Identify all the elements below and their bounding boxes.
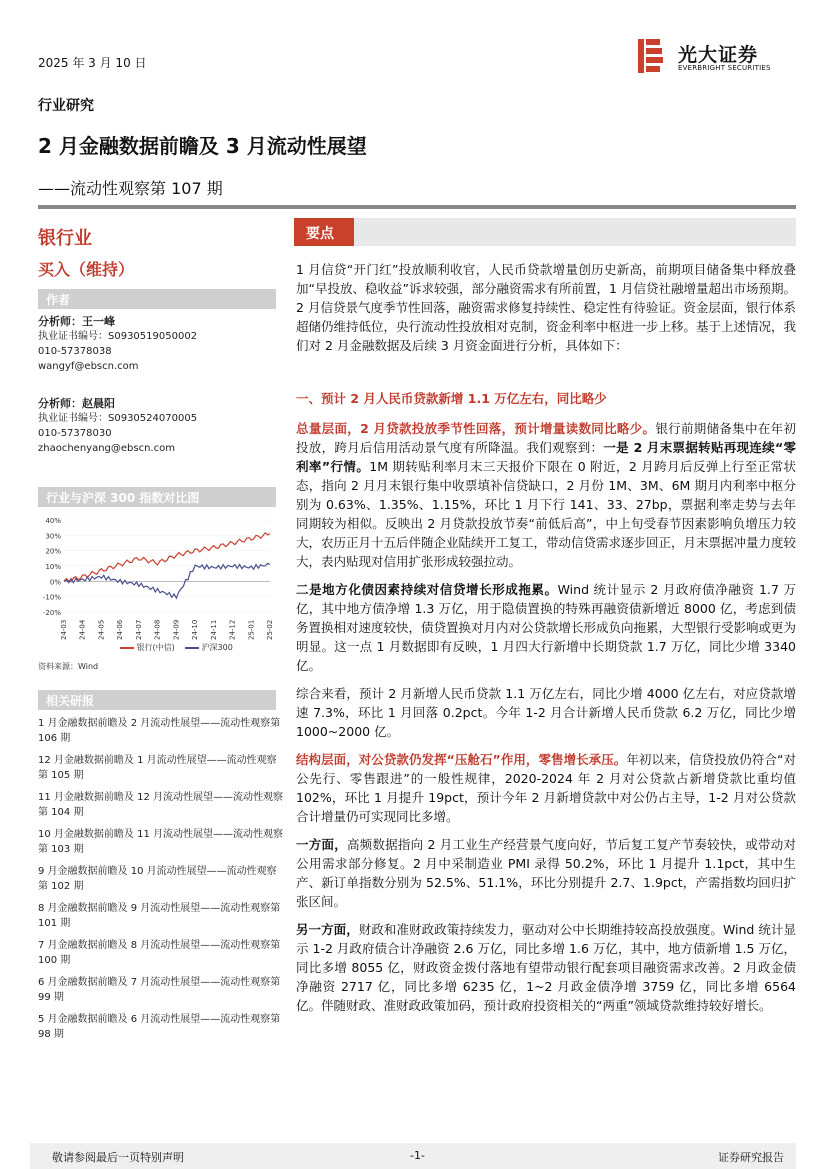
related-heading-bar — [38, 690, 276, 710]
y-tick-label: 0% — [49, 578, 61, 587]
x-tick-label: 24-07 — [134, 619, 143, 640]
key-points-tab — [294, 218, 354, 246]
key-points-heading: 要点 — [306, 226, 334, 242]
related-reports-list — [38, 716, 284, 1049]
body-text: 年初以来，信贷投放仍符合“对公先行、零售跟进”的一般性规律，2020-2024 年 2 月对公贷款占新增贷款比重均值 102%，环比 1 月提升 19pct，预计今年 2 月新增贷款中对公仍占主导，1-2 月对公贷款合计增量仍可实现同比多增。 — [296, 752, 796, 824]
analyst-block — [38, 314, 197, 374]
report-title: 2 月金融数据前瞻及 3 月流动性展望 — [38, 134, 367, 158]
paragraph-one-side — [296, 835, 796, 911]
related-report-link[interactable]: 8 月金融数据前瞻及 9 月流动性展望——流动性观察第 101 期 — [38, 903, 281, 929]
body-text: 财政和准财政政策持续发力，驱动对公中长期维持较高投放强度。Wind 统计显示 1-2 月政府债合计净融资 2.6 万亿，同比多增 1.6 万亿，其中，地方债新增 1.5 万亿，同比多增 8055 亿，财政资金拨付落地有望带动银行配套项目融资需求改善。2 月政金债净融资 2717 亿，同比多增 6235 亿，1~2 月政金债净增 3759 亿，同比多增 6564 亿。伴随财政、准财政政策加码，预计政府投资相关的“两重”领域贷款维持较好增长。 — [296, 922, 796, 1013]
lead-text: 二是地方化债因素持续对信贷增长形成拖累。 — [296, 582, 558, 597]
chart-legend — [120, 642, 233, 653]
lead-text: 总量层面，2 月贷款投放季节性回落，预计增量读数同比略少。 — [296, 421, 656, 436]
y-tick-label: 20% — [45, 547, 61, 556]
investment-rating: 买入（维持） — [38, 260, 135, 279]
x-tick-label: 24-06 — [116, 619, 125, 640]
related-report-link[interactable]: 5 月金融数据前瞻及 6 月流动性展望——流动性观察第 98 期 — [38, 1014, 281, 1040]
analyst-license: 执业证书编号：S0930524070005 — [38, 413, 198, 424]
x-tick-label: 24-05 — [97, 619, 106, 640]
related-report-link[interactable]: 1 月金融数据前瞻及 2 月流动性展望——流动性观察第 106 期 — [38, 718, 281, 744]
legend-label-bank: 银行(中信) — [136, 643, 175, 652]
report-category: 行业研究 — [38, 98, 94, 114]
related-report-link[interactable]: 7 月金融数据前瞻及 8 月流动性展望——流动性观察第 100 期 — [38, 940, 281, 966]
paragraph-summary: 综合来看，预计 2 月新增人民币贷款 1.1 万亿左右，同比少增 4000 亿左右，对应贷款增速 7.3%，环比 1 月回落 0.2pct。今年 1-2 月合计新增人民币贷款 6.2 万亿，同比少增 1000~2000 亿。 — [296, 686, 796, 739]
key-points-bar — [294, 218, 796, 246]
x-tick-label: 24-08 — [153, 619, 162, 640]
chart-source: 资料来源：Wind — [38, 662, 99, 671]
legend-swatch-bank — [120, 647, 134, 649]
logo-text-en: EVERBRIGHT SECURITIES — [678, 64, 771, 72]
related-report-link[interactable]: 6 月金融数据前瞻及 7 月流动性展望——流动性观察第 99 期 — [38, 977, 281, 1003]
lead-text: 结构层面，对公贷款仍发挥“压舱石”作用，零售增长承压。 — [296, 752, 627, 767]
body-text: 高频数据指向 2 月工业生产经营景气度向好，节后复工复产节奏较快，或带动对公用需求部分修复。2 月中采制造业 PMI 录得 50.2%，环比 1 月提升 1.1pct，其中生产、新订单指数分别为 52.5%、51.1%，环比分别提升 2.7、1.9pct，产需指数均回归扩张区间。 — [296, 837, 796, 909]
y-tick-label: -20% — [42, 609, 61, 617]
y-tick-label: 30% — [45, 532, 61, 541]
page-footer — [30, 1143, 796, 1169]
everbright-logo-icon — [636, 38, 666, 74]
related-report-link[interactable]: 12 月金融数据前瞻及 1 月流动性展望——流动性观察第 105 期 — [38, 755, 277, 781]
performance-chart — [38, 512, 276, 660]
x-tick-label: 24-11 — [209, 619, 218, 640]
industry-name: 银行业 — [38, 228, 92, 249]
analyst-email[interactable]: wangyf@ebscn.com — [38, 361, 139, 372]
report-date: 2025 年 3 月 10 日 — [38, 56, 147, 70]
analyst-name: 分析师：王一峰 — [38, 315, 115, 328]
page-number: -1- — [410, 1149, 425, 1162]
y-tick-label: 40% — [45, 517, 61, 525]
paragraph-debt — [296, 580, 796, 675]
series-line — [64, 563, 270, 598]
analyst-email[interactable]: zhaochenyang@ebscn.com — [38, 443, 175, 454]
legend-swatch-index — [185, 647, 199, 649]
related-report-link[interactable]: 9 月金融数据前瞻及 10 月流动性展望——流动性观察第 102 期 — [38, 866, 277, 892]
logo-text-cn: 光大证券 — [678, 44, 759, 66]
author-heading-bar — [38, 289, 276, 309]
bold-text: 一是 2 月末票据转贴再现连续“零利率”行情。 — [296, 440, 796, 474]
company-logo — [636, 38, 796, 74]
x-tick-label: 25-02 — [266, 619, 274, 640]
y-tick-label: 10% — [45, 563, 61, 571]
x-tick-label: 25-01 — [247, 619, 256, 640]
paragraph-total — [296, 419, 796, 571]
x-tick-label: 24-12 — [228, 619, 237, 640]
paragraph-other-side — [296, 920, 796, 1015]
chart-heading-bar — [38, 487, 276, 507]
x-tick-label: 24-10 — [191, 619, 200, 640]
disclaimer-note[interactable]: 敬请参阅最后一页特别声明 — [52, 1151, 184, 1164]
report-body — [296, 260, 796, 1024]
header-divider — [38, 205, 796, 209]
related-heading: 相关研报 — [46, 694, 95, 708]
analyst-phone: 010-57378030 — [38, 428, 112, 439]
body-text: Wind 统计显示 2 月政府债净融资 1.7 万亿，其中地方债净增 1.3 万亿，用于隐债置换的特殊再融资债新增近 8000 亿，考虑到债务置换相对速度较快，债贷置换对月内对公贷款增长形成负向拖累，大型银行受影响或更为明显。这一点 1 月数据即有反映，1 月四大行新增中长期贷款 1.7 万亿，同比少增 3340 亿。 — [296, 582, 797, 673]
section-heading: 一、预计 2 月人民币贷款新增 1.1 万亿左右，同比略少 — [296, 391, 607, 406]
paragraph-structure — [296, 750, 796, 826]
intro-paragraph: 1 月信贷“开门红”投放顺利收官，人民币贷款增量创历史新高，前期项目储备集中释放叠加“早投放、稳收益”诉求较强，部分融资需求有所前置，1 月信贷社融增量超出市场预期。2 月信贷景气度季节性回落，融资需求修复持续性、稳定性有待验证。资金层面，银行体系超储仍维持低位，央行流动性投放相对克制，资金利率中枢进一步上移。基于上述情况，我们对 2 月金融数据及后续 3 月资金面进行分析，具体如下： — [296, 262, 797, 353]
report-subtitle: ——流动性观察第 107 期 — [38, 179, 223, 198]
related-report-link[interactable]: 11 月金融数据前瞻及 12 月流动性展望——流动性观察第 104 期 — [38, 792, 283, 818]
series-line — [64, 533, 270, 582]
related-report-link[interactable]: 10 月金融数据前瞻及 11 月流动性展望——流动性观察第 103 期 — [38, 829, 283, 855]
body-text: 1M 期转贴利率月末三天报价下限在 0 附近，2 月跨月后反弹上行至正常状态，指向 2 月月末银行集中收票填补信贷缺口，2 月份 1M、3M、6M 期月内利率中枢分别为 0.63%、1.35%、1.15%，环比 1 月下行 141、33、27bp，票据利率走势与去年同期较为相似。反映出 2 月贷款投放节奏“前低后高”，中上旬受春节因素影响负增压力较大，农历正月十五后伴随企业陆续开工复工，带动信贷需求逐步回正，月末票据冲量力度较大，表内贴现对信用扩张形成较强拉动。 — [296, 459, 797, 569]
analyst-license: 执业证书编号：S0930519050002 — [38, 331, 198, 342]
x-tick-label: 24-03 — [60, 619, 68, 640]
x-tick-label: 24-09 — [172, 619, 181, 640]
y-tick-label: -10% — [42, 593, 61, 602]
chart-heading: 行业与沪深 300 指数对比图 — [46, 491, 200, 505]
x-tick-label: 24-04 — [78, 619, 87, 640]
report-type: 证券研究报告 — [718, 1151, 784, 1164]
lead-text: 另一方面， — [296, 922, 359, 937]
analyst-phone: 010-57378038 — [38, 346, 112, 357]
analyst-name: 分析师：赵晨阳 — [38, 397, 115, 410]
analyst-block — [38, 396, 197, 456]
body-text: 银行前期储备集中在年初投放，跨月后信用活动景气度有所降温。我们观察到： — [296, 421, 796, 455]
legend-label-index: 沪深300 — [201, 643, 233, 652]
author-heading: 作者 — [46, 293, 71, 307]
lead-text: 一方面， — [296, 837, 347, 852]
